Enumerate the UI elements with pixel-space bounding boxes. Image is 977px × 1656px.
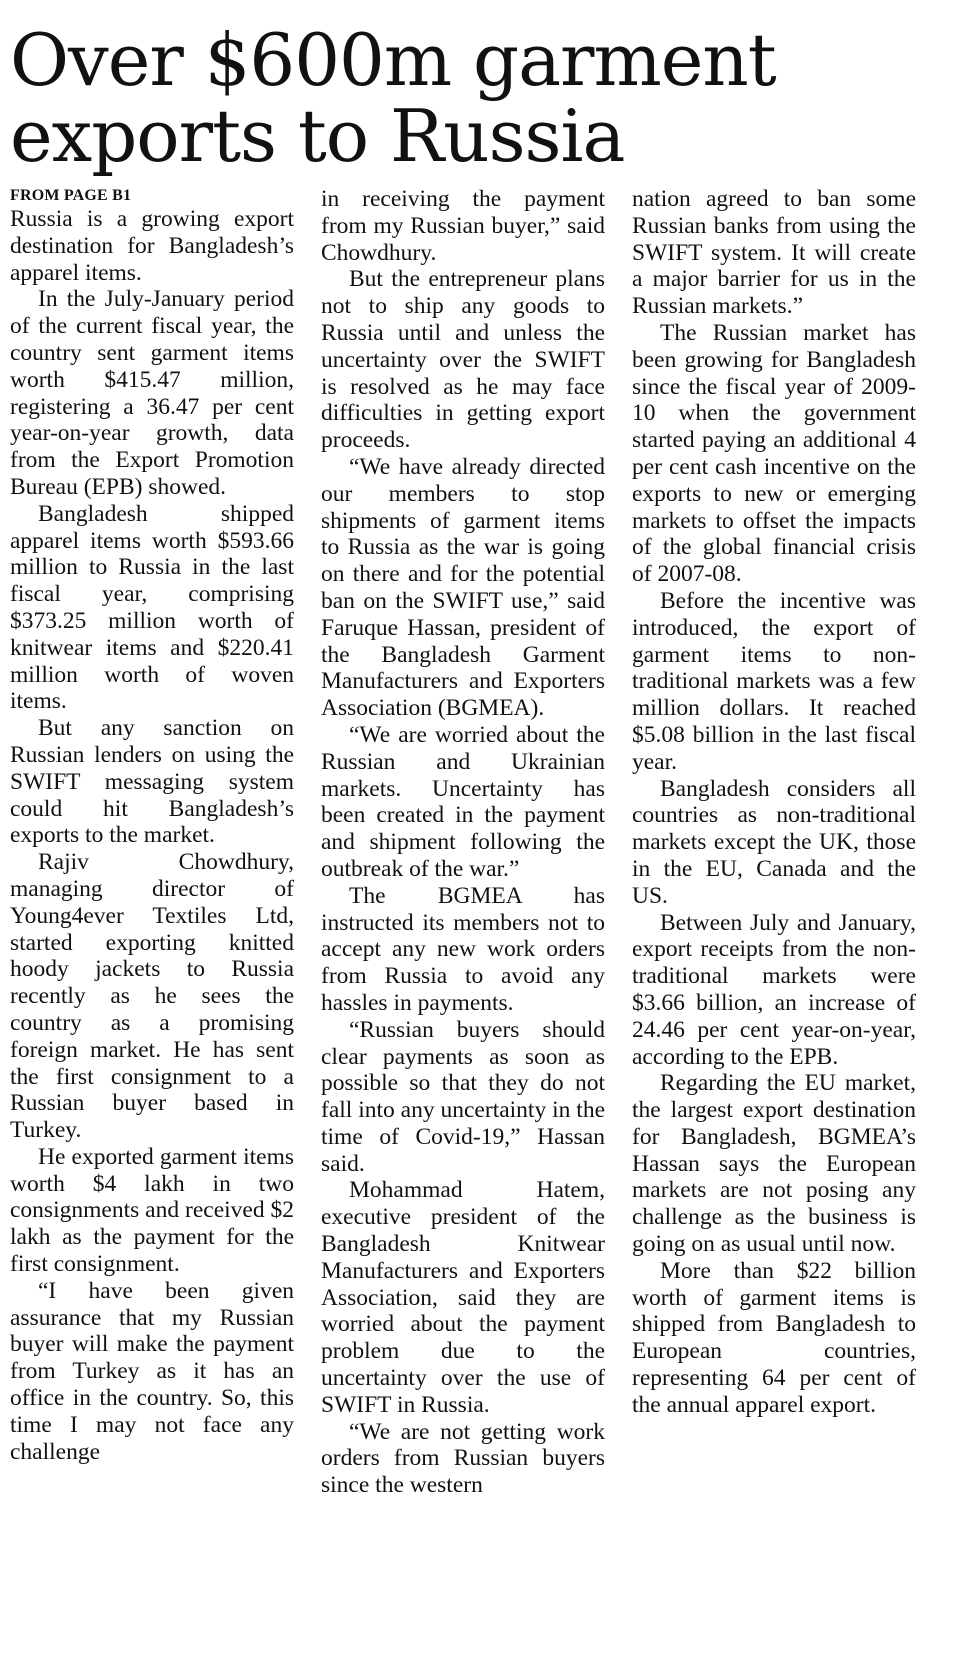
paragraph: The BGMEA has instructed its members not to accept any new work orders from Russia to avoid any hassles in payments. — [321, 882, 605, 1016]
paragraph: “I have been given assurance that my Russian buyer will make the payment from Turkey as it has an office in the country. So, this time I may not face any challenge — [10, 1277, 294, 1465]
paragraph: “We have already directed our members to stop shipments of garment items to Russia as the war is going on there and for the potential ban on the SWIFT use,” said Faruque Hassan, president of the Bangladesh Garment Manufacturers and Exporters Association (BGMEA). — [321, 453, 605, 722]
paragraph: Regarding the EU market, the largest export destination for Bangladesh, BGMEA’s Hassan says the European markets are not posing any challenge as the business is going on as usual until now. — [632, 1070, 916, 1258]
paragraph: nation agreed to ban some Russian banks from using the SWIFT system. It will create a major barrier for us in the Russian markets.” — [632, 186, 916, 320]
headline: Over $600m garment exports to Russia — [10, 18, 776, 178]
paragraph: in receiving the payment from my Russian buyer,” said Chowdhury. — [321, 186, 605, 266]
paragraph: Before the incentive was introduced, the export of garment items to non-traditional markets was a few million dollars. It reached $5.08 billion in the last fiscal year. — [632, 587, 916, 775]
paragraph: But the entrepreneur plans not to ship any goods to Russia until and unless the uncertainty over the SWIFT is resolved as he may face difficulties in getting export proceeds. — [321, 266, 605, 454]
continued-from-kicker: FROM PAGE B1 — [10, 187, 132, 204]
paragraph: The Russian market has been growing for Bangladesh since the fiscal year of 2009-10 when the government started paying an additional 4 per cent cash incentive on the exports to new or emerging markets to offset the impacts of the global financial crisis of 2007-08. — [632, 319, 916, 588]
paragraph: He exported garment items worth $4 lakh in two consignments and received $2 lakh as the payment for the first consignment. — [10, 1143, 294, 1278]
paragraph: But any sanction on Russian lenders on using the SWIFT messaging system could hit Bangladesh’s exports to the market. — [10, 715, 294, 849]
paragraph: Bangladesh shipped apparel items worth $593.66 million to Russia in the last fiscal year, comprising $373.25 million worth of knitwear items and $220.41 million worth of woven items. — [10, 500, 294, 715]
column-3 — [632, 186, 916, 1419]
paragraph: “We are not getting work orders from Russian buyers since the western — [321, 1418, 605, 1499]
paragraph: Russia is a growing export destination for Bangladesh’s apparel items. — [10, 206, 294, 286]
paragraph: Between July and January, export receipts from the non-traditional markets were $3.66 billion, an increase of 24.46 per cent year-on-year, according to the EPB. — [632, 909, 916, 1070]
column-1 — [10, 186, 294, 1465]
paragraph: Mohammad Hatem, executive president of the Bangladesh Knitwear Manufacturers and Exporters Association, said they are worried about the payment problem due to the uncertainty over the use of SWIFT in Russia. — [321, 1177, 605, 1418]
paragraph: More than $22 billion worth of garment items is shipped from Bangladesh to European countries, representing 64 per cent of the annual apparel export. — [632, 1257, 916, 1418]
column-2 — [321, 186, 605, 1499]
paragraph: In the July-January period of the current fiscal year, the country sent garment items worth $415.47 million, registering a 36.47 per cent year-on-year growth, data from the Export Promotion Bureau (EPB) showed. — [10, 286, 294, 500]
paragraph: Bangladesh considers all countries as non-traditional markets except the UK, those in the EU, Canada and the US. — [632, 775, 916, 909]
article-body — [10, 186, 916, 1646]
paragraph: “We are worried about the Russian and Ukrainian markets. Uncertainty has been created in the payment and shipment following the outbreak of the war.” — [321, 721, 605, 882]
paragraph: Rajiv Chowdhury, managing director of Young4ever Textiles Ltd, started exporting knitted hoody jackets to Russia recently as he sees the country as a promising foreign market. He has sent the first consignment to a Russian buyer based in Turkey. — [10, 849, 294, 1144]
paragraph: “Russian buyers should clear payments as soon as possible so that they do not fall into any uncertainty in the time of Covid-19,” Hassan said. — [321, 1016, 605, 1177]
